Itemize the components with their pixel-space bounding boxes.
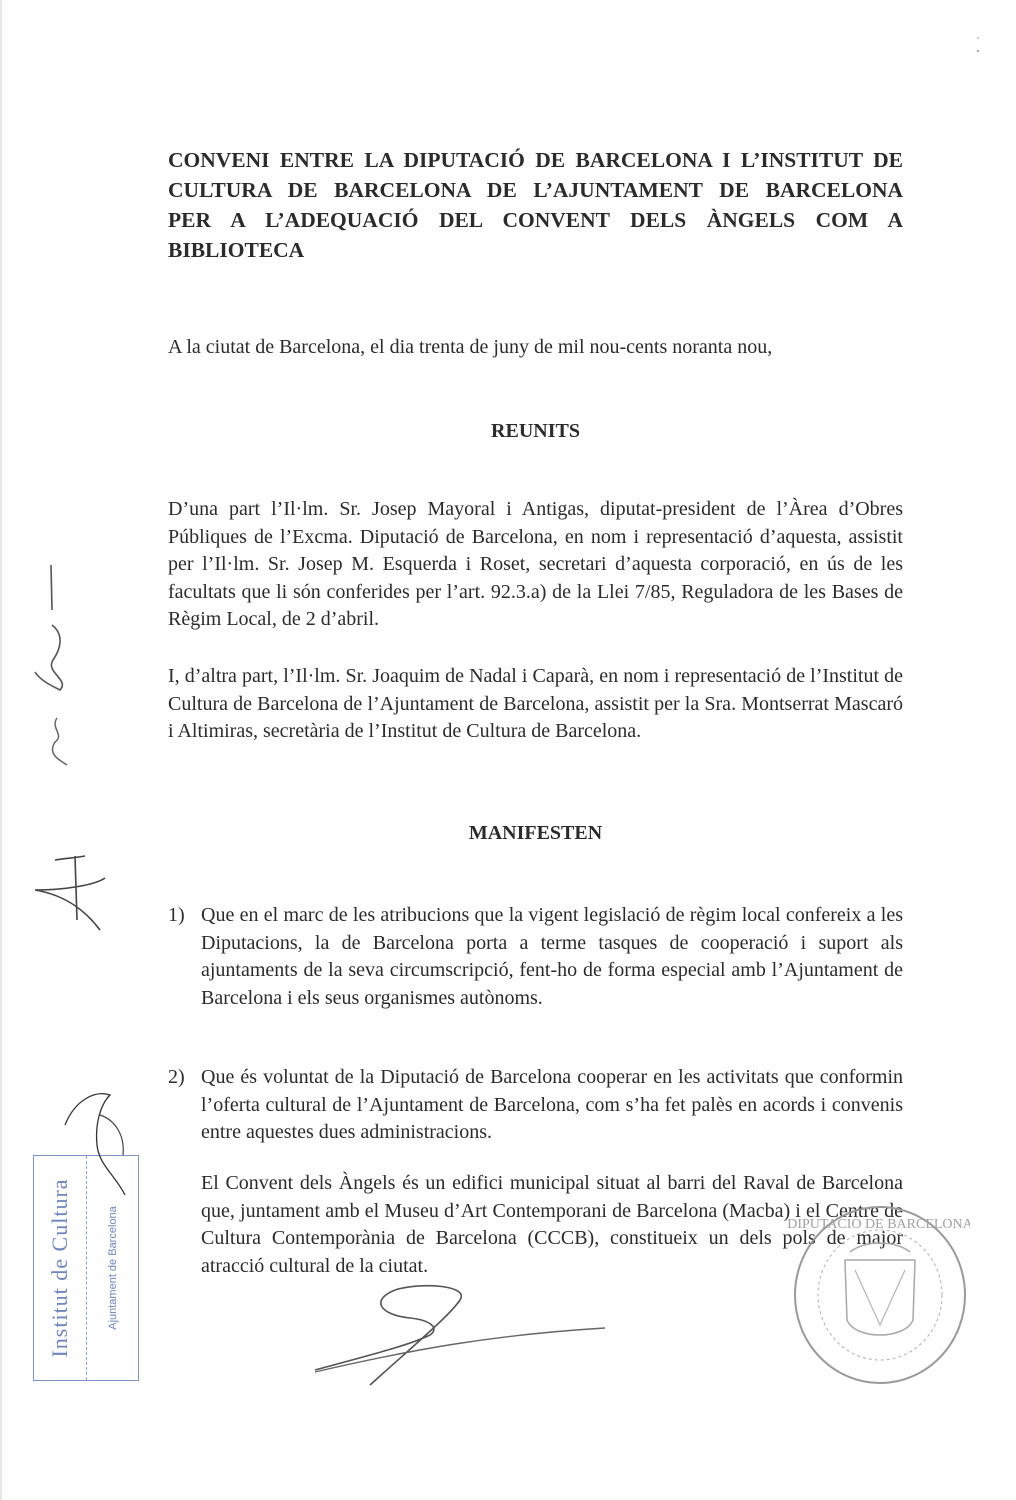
paragraph-party-one: D’una part l’Il·lm. Sr. Josep Mayoral i Antigas, diputat-president de l’Àrea d’Obres Públiques de l’Excma. Diputació de Barcelona, en nom i representació d’aquesta, assistit per l’Il·lm. Sr. Josep M. Esquerda i Roset, secretari d’aquesta corporació, en ús de les facultats que li són conferides per l’art. 92.3.a) de la Llei 7/85, Reguladora de les Bases de Règim Local, de 2 d’abril. [168, 498, 903, 630]
margin-handwriting [25, 560, 135, 940]
scan-specks [960, 30, 990, 60]
title-line: CULTURA DE BARCELONA DE L’AJUNTAMENT DE BARCELONA [168, 178, 903, 202]
title-line: PER A L’ADEQUACIÓ DEL CONVENT DELS ÀNGELS COM A [168, 208, 903, 232]
section-heading-reunits: REUNITS [491, 420, 580, 442]
title-line: CONVENI ENTRE LA DIPUTACIÓ DE BARCELONA I L’INSTITUT DE [168, 148, 903, 172]
item-number: 1) [168, 904, 185, 926]
seal-text: DIPUTACIÓ DE BARCELONA [787, 1217, 970, 1232]
item-text: Que en el marc de les atribucions que la vigent legislació de règim local confereix a les Diputacions, la de Barcelona porta a terme tasques de cooperació i suport als ajuntaments de la seva circumscripció, fent-ho de forma especial amb l’Ajuntament de Barcelona i els seus organismes autònoms. [201, 904, 903, 1009]
scan-edge [0, 0, 2, 1500]
signature [310, 1280, 610, 1390]
diputacio-seal [785, 1200, 970, 1390]
item-text: Que és voluntat de la Diputació de Barcelona cooperar en les activitats que conformin l’oferta cultural de l’Ajuntament de Barcelona, com s’ha fet palès en acords i convenis entre aquestes dues administracions. [201, 1066, 903, 1143]
signature-over-stamp [55, 1085, 145, 1195]
intro-line: A la ciutat de Barcelona, el dia trenta de juny de mil nou-cents noranta nou, [168, 336, 773, 358]
item-number: 2) [168, 1066, 185, 1088]
stamp-text-ajuntament: Ajuntament de Barcelona [107, 1206, 119, 1330]
stamp-text-institut: Institut de Cultura [47, 1178, 72, 1358]
section-heading-manifesten: MANIFESTEN [468, 822, 603, 844]
title-line: BIBLIOTECA [168, 238, 305, 262]
paragraph-convent: El Convent dels Àngels és un edifici municipal situat al barri del Raval de Barcelona que, juntament amb el Museu d’Art Contemporani de Barcelona (Macba) i el Centre de Cultura Contemporània de Barcelona (CCCB), constitueix un dels pols de major atracció cultural de la ciutat. [201, 1172, 903, 1277]
document-title [168, 145, 903, 265]
paragraph-party-two: I, d’altra part, l’Il·lm. Sr. Joaquim de Nadal i Caparà, en nom i representació de l’Institut de Cultura de Barcelona de l’Ajuntament de Barcelona, assistit per la Sra. Montserrat Mascaró i Altimiras, secretària de l’Institut de Cultura de Barcelona. [168, 665, 903, 742]
